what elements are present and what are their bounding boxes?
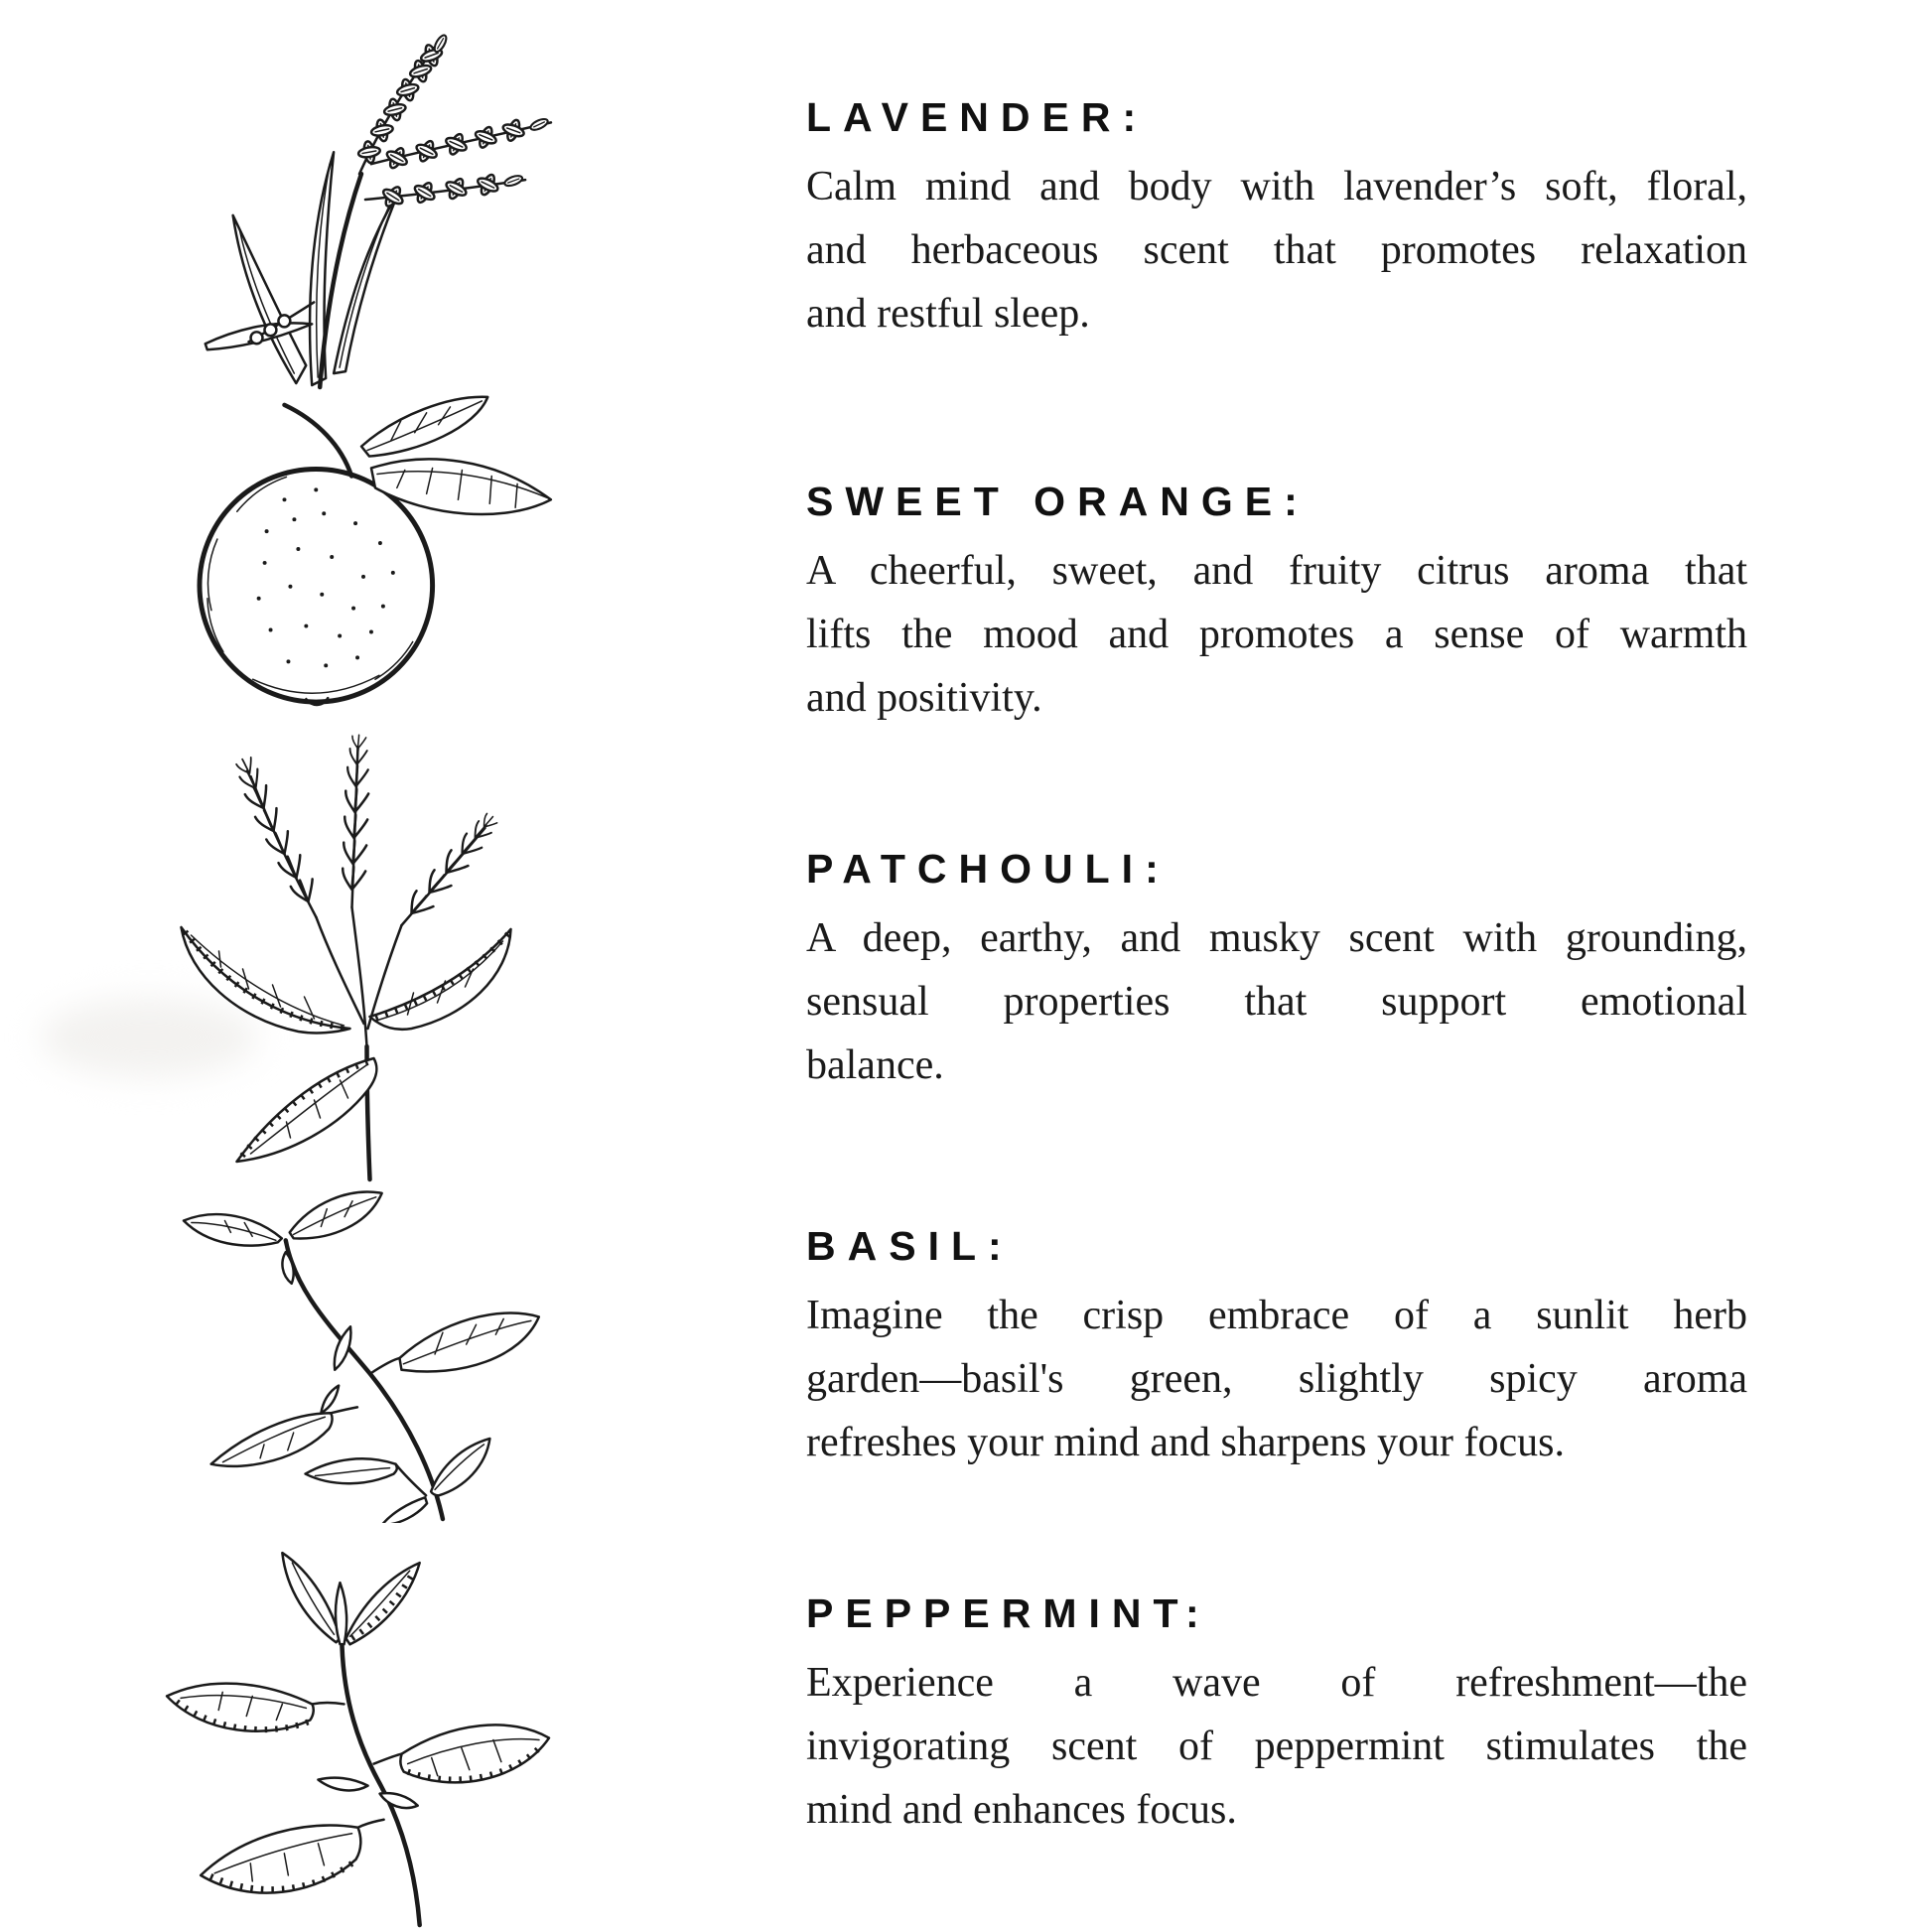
- lavender-section: [806, 93, 1747, 345]
- sweet-orange-description-line-1: A cheerful, sweet, and fruity citrus aroma that: [806, 548, 1747, 594]
- basil-sprig-icon: [144, 1179, 561, 1523]
- sweet-orange-description-line-2: lifts the mood and promotes a sense of warmth: [806, 612, 1747, 657]
- lavender-description-line-2: and herbaceous scent that promotes relaxation: [806, 227, 1747, 273]
- basil-heading: BASIL:: [806, 1223, 1014, 1269]
- peppermint-description-line-3: mind and enhances focus.: [806, 1787, 1237, 1833]
- lavender-heading: LAVENDER:: [806, 94, 1149, 140]
- lavender-illustration: [147, 6, 564, 391]
- lavender-sprig-icon: [147, 6, 564, 391]
- patchouli-description-line-2: sensual properties that support emotional: [806, 979, 1747, 1025]
- patchouli-plant-icon: [117, 731, 529, 1182]
- peppermint-sprig-icon: [121, 1525, 563, 1928]
- patchouli-heading: PATCHOULI:: [806, 846, 1171, 892]
- patchouli-illustration: [117, 731, 529, 1182]
- patchouli-section: [806, 845, 1747, 1097]
- peppermint-description-line-1: Experience a wave of refreshment—the: [806, 1660, 1747, 1706]
- peppermint-illustration: [121, 1525, 563, 1928]
- patchouli-description-line-1: A deep, earthy, and musky scent with grounding,: [806, 915, 1747, 961]
- sweet-orange-description-line-3: and positivity.: [806, 675, 1042, 721]
- basil-illustration: [144, 1179, 561, 1523]
- sweet-orange-heading: SWEET ORANGE:: [806, 479, 1310, 524]
- peppermint-section: [806, 1589, 1747, 1842]
- peppermint-description-line-2: invigorating scent of peppermint stimulates the: [806, 1724, 1747, 1769]
- orange-illustration: [167, 383, 564, 719]
- lavender-description-line-3: and restful sleep.: [806, 291, 1090, 337]
- peppermint-heading: PEPPERMINT:: [806, 1590, 1211, 1636]
- basil-description-line-2: garden—basil's green, slightly spicy aroma: [806, 1356, 1747, 1402]
- basil-description-line-3: refreshes your mind and sharpens your focus.: [806, 1420, 1565, 1465]
- basil-section: [806, 1222, 1747, 1474]
- sweet-orange-section: [806, 478, 1747, 730]
- lavender-description-line-1: Calm mind and body with lavender’s soft, floral,: [806, 164, 1747, 209]
- orange-fruit-icon: [167, 383, 564, 719]
- basil-description-line-1: Imagine the crisp embrace of a sunlit herb: [806, 1293, 1747, 1338]
- patchouli-description-line-3: balance.: [806, 1042, 944, 1088]
